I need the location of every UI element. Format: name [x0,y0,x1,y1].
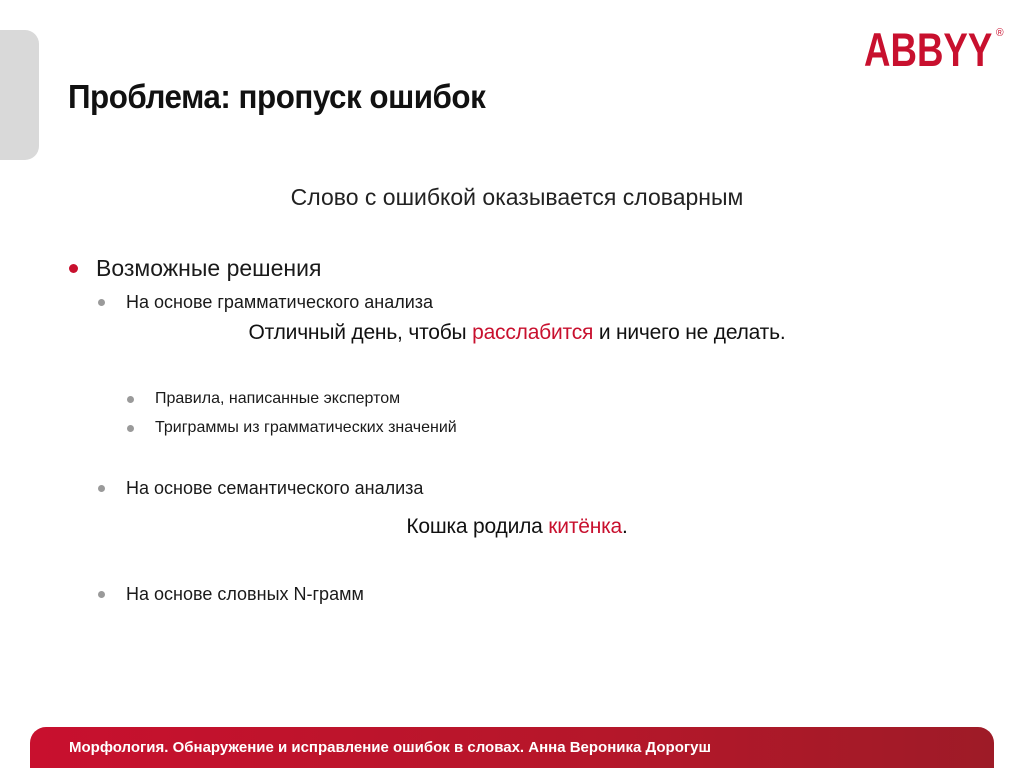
bullet-ngrams [98,584,364,605]
bullet-text: Правила, написанные экспертом [155,390,401,407]
logo-text: ABBYY [864,23,993,76]
registered-mark: ® [995,27,1004,39]
bullet-text: На основе грамматического анализа [126,292,434,312]
example-error-word: расслабится [472,321,594,344]
bullet-dot-icon [69,264,78,273]
bullet-possible-solutions [69,255,321,282]
example-text-after: и ничего не делать. [593,321,786,344]
example-text-before: Кошка родила [406,515,549,538]
bullet-trigrams [127,419,457,437]
example-semantic [0,515,1024,539]
bullet-dot-icon [127,396,134,403]
slide-title: Проблема: пропуск ошибок [68,78,486,115]
example-text-before: Отличный день, чтобы [248,321,473,344]
bullet-dot-icon [127,425,134,432]
example-text-after: . [622,515,628,538]
slide-subtitle: Слово с ошибкой оказывается словарным [290,184,744,210]
example-error-word: китёнка [548,515,623,538]
example-grammar [0,321,1024,345]
bullet-dot-icon [98,485,105,492]
side-tab [0,30,39,160]
bullet-dot-icon [98,591,105,598]
bullet-text: На основе семантического анализа [126,478,424,498]
bullet-grammar-analysis [98,292,433,313]
bullet-text: На основе словных N-грамм [126,584,364,604]
bullet-expert-rules [127,390,400,408]
bullet-text: Триграммы из грамматических значений [155,419,457,436]
footer-bar [30,727,994,768]
bullet-text: Возможные решения [96,255,322,281]
bullet-semantic-analysis [98,478,423,499]
bullet-dot-icon [98,299,105,306]
footer-text: Морфология. Обнаружение и исправление ошибок в словах. Анна Вероника Дорогуш [69,739,711,756]
abbyy-logo [864,23,1004,76]
